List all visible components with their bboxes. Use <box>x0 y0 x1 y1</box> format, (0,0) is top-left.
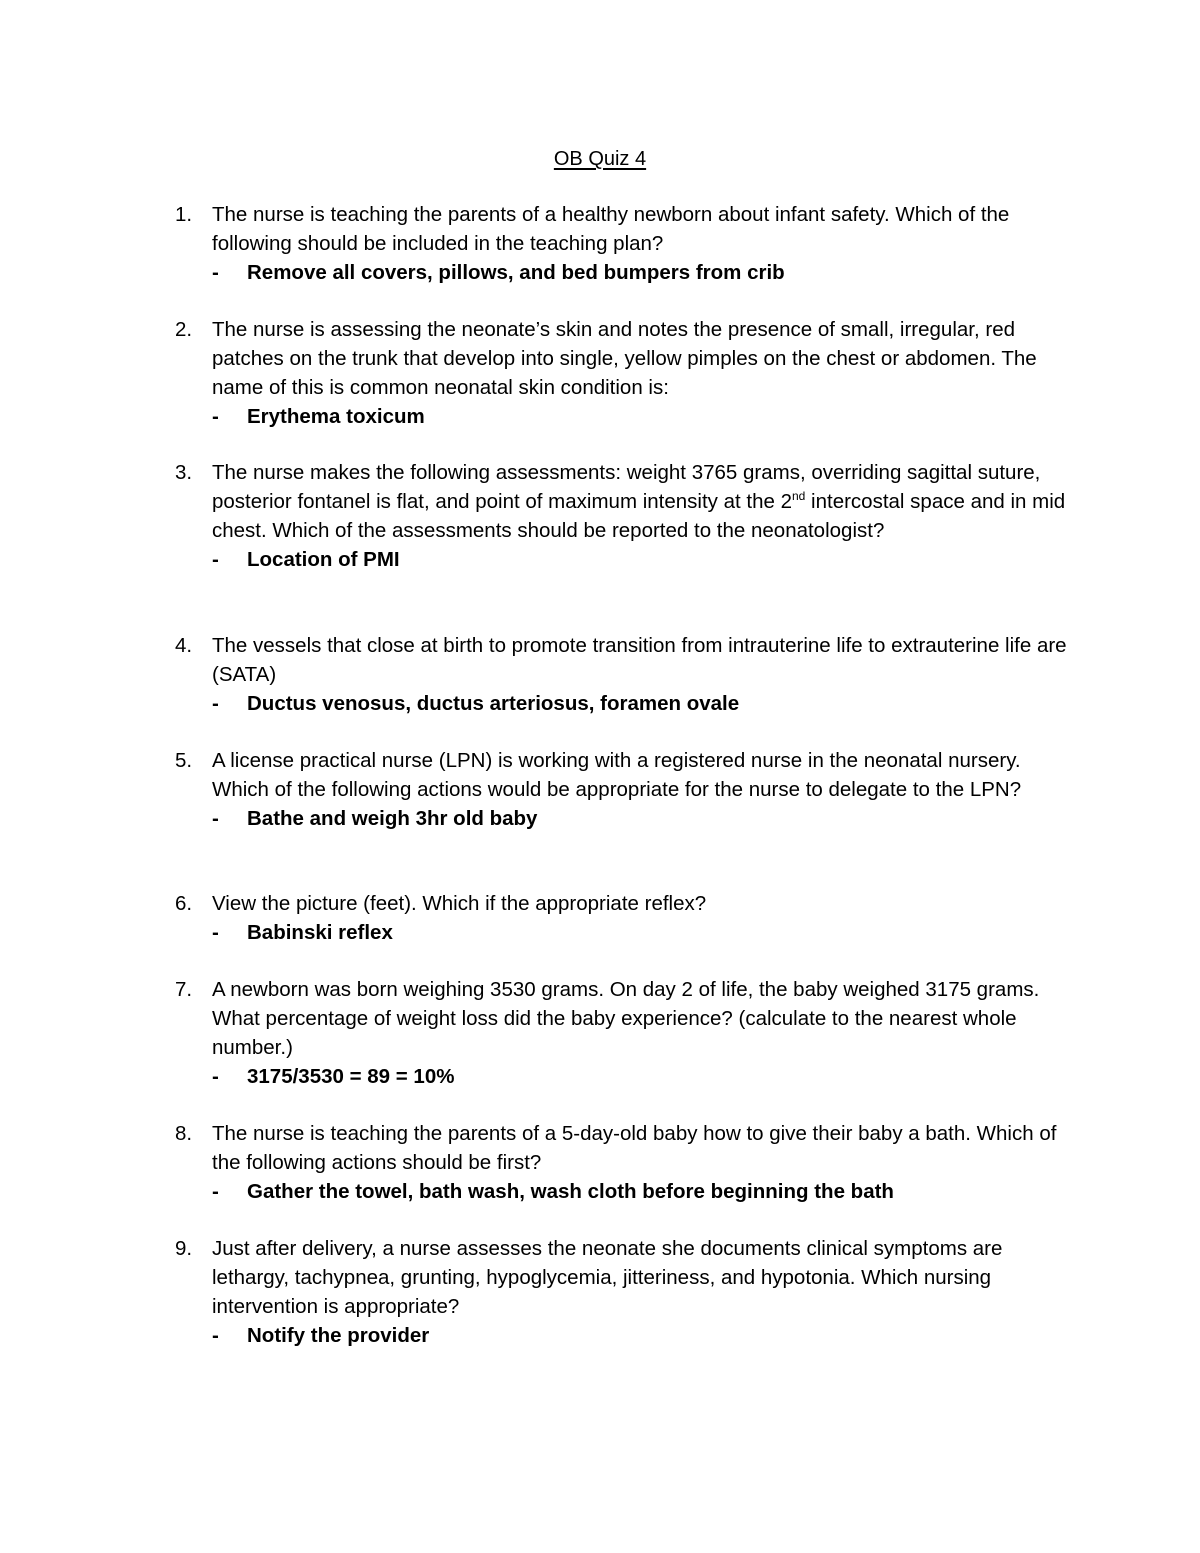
answer-text: Ductus venosus, ductus arteriosus, foramen ovale <box>247 692 740 715</box>
answer-marker: - <box>212 405 219 428</box>
answer-text: Babinski reflex <box>247 921 393 944</box>
answer-marker: - <box>212 807 219 830</box>
answer-text: Notify the provider <box>247 1324 430 1347</box>
answer <box>212 689 1075 718</box>
answer-text: Bathe and weigh 3hr old baby <box>247 807 538 830</box>
answer-text: 3175/3530 = 89 = 10% <box>247 1065 455 1088</box>
answer-marker: - <box>212 1180 219 1203</box>
question-number: 2. <box>175 318 193 341</box>
answer <box>212 804 1075 833</box>
question-number: 9. <box>175 1237 193 1260</box>
answer-text: Erythema toxicum <box>247 405 425 428</box>
question-5 <box>175 746 1075 833</box>
answer <box>212 258 1075 287</box>
question-7 <box>175 975 1075 1091</box>
question-3 <box>175 458 1075 574</box>
answer-marker: - <box>212 261 219 284</box>
question-4 <box>175 631 1075 718</box>
answer <box>212 545 1075 574</box>
question-text: The vessels that close at birth to promote transition from intrauterine life to extrauterine life are (SATA) <box>212 634 1067 686</box>
answer-text: Remove all covers, pillows, and bed bumpers from crib <box>247 261 785 284</box>
question-text: View the picture (feet). Which if the appropriate reflex? <box>212 892 707 915</box>
question-9 <box>175 1234 1075 1350</box>
answer-marker: - <box>212 1065 219 1088</box>
answer <box>212 402 1075 431</box>
question-1 <box>175 200 1075 287</box>
question-text-part: intercostal space and in mid chest. Which of the assessments should be reported to the neonatologist? <box>212 490 1066 542</box>
answer-text: Location of PMI <box>247 548 400 571</box>
answer-marker: - <box>212 1324 219 1347</box>
answer-marker: - <box>212 548 219 571</box>
answer-marker: - <box>212 692 219 715</box>
question-text: The nurse is teaching the parents of a 5-day-old baby how to give their baby a bath. Which of the following actions should be first? <box>212 1122 1057 1174</box>
answer <box>212 1062 1075 1091</box>
question-text-part: The nurse makes the following assessments: weight 3765 grams, overriding sagittal suture, posterior fontanel is flat, and point of maximum intensity at the 2 <box>212 461 1041 513</box>
question-number: 3. <box>175 461 193 484</box>
question-text: A license practical nurse (LPN) is working with a registered nurse in the neonatal nursery. Which of the following actions would be appropriate for the nurse to delegate to the LPN? <box>212 749 1022 801</box>
question-6 <box>175 889 1075 947</box>
answer <box>212 1321 1075 1350</box>
question-2 <box>175 315 1075 431</box>
question-number: 4. <box>175 634 193 657</box>
question-number: 1. <box>175 203 193 226</box>
page-title <box>0 144 1200 174</box>
question-8 <box>175 1119 1075 1206</box>
page-title-text: OB Quiz 4 <box>553 148 647 170</box>
question-number: 5. <box>175 749 193 772</box>
question-text: The nurse is assessing the neonate’s skin and notes the presence of small, irregular, red patches on the trunk that develop into single, yellow pimples on the chest or abdomen. The name of this is common neonatal skin condition is: <box>212 318 1037 399</box>
answer-marker: - <box>212 921 219 944</box>
question-number: 7. <box>175 978 193 1001</box>
answer <box>212 1177 1075 1206</box>
answer <box>212 918 1075 947</box>
ordinal-suffix: nd <box>792 489 806 504</box>
question-text: A newborn was born weighing 3530 grams. On day 2 of life, the baby weighed 3175 grams. What percentage of weight loss did the baby experience? (calculate to the nearest whole number.) <box>212 978 1040 1059</box>
question-text: The nurse is teaching the parents of a healthy newborn about infant safety. Which of the following should be included in the teaching plan? <box>212 203 1010 255</box>
answer-text: Gather the towel, bath wash, wash cloth before beginning the bath <box>247 1180 894 1203</box>
question-number: 8. <box>175 1122 193 1145</box>
question-text <box>212 458 1075 545</box>
question-text: Just after delivery, a nurse assesses the neonate she documents clinical symptoms are lethargy, tachypnea, grunting, hypoglycemia, jitteriness, and hypotonia. Which nursing intervention is appropriate? <box>212 1237 1003 1318</box>
question-number: 6. <box>175 892 193 915</box>
